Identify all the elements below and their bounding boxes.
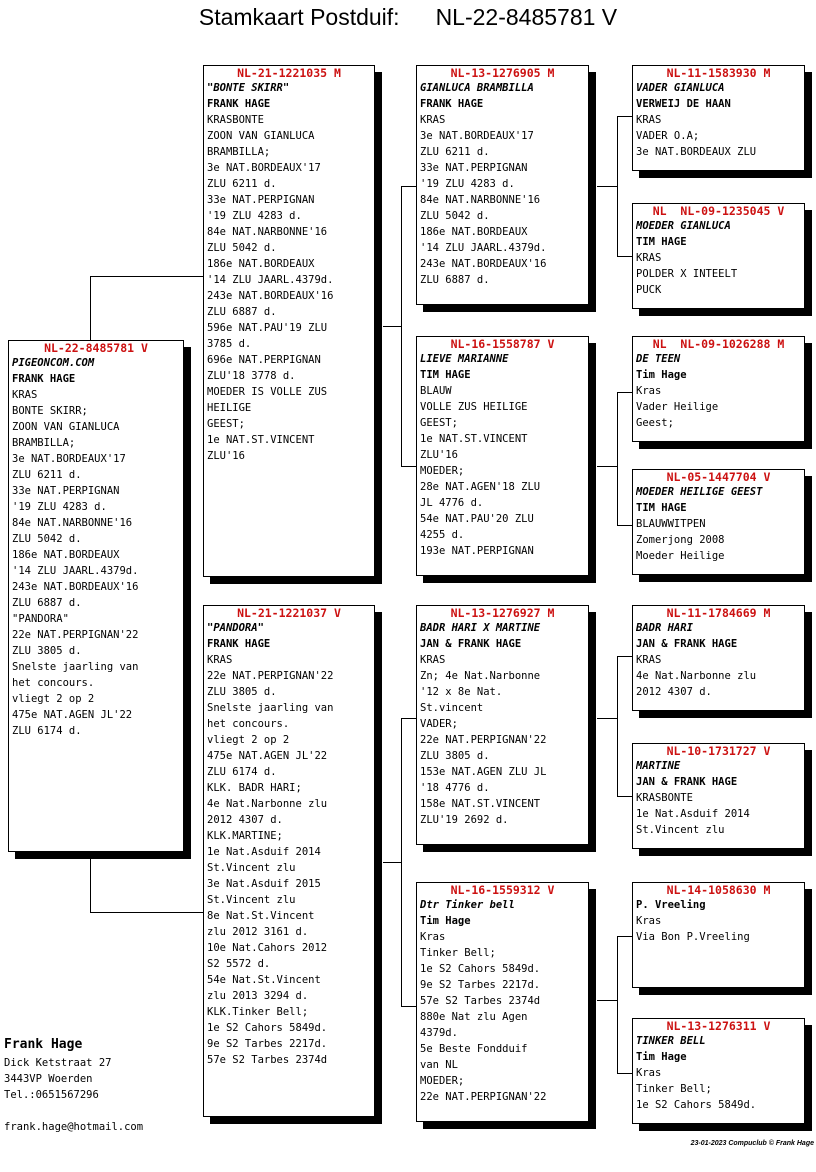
- pedigree-line: 22e NAT.PERPIGNAN'22: [420, 1091, 547, 1103]
- breeder-phone: Tel.:0651567296: [4, 1089, 99, 1101]
- pedigree-line: 696e NAT.PERPIGNAN: [207, 354, 321, 366]
- pedigree-line: ZLU 6211 d.: [12, 469, 82, 481]
- pedigree-line: 1e S2 Cahors 5849d.: [636, 1099, 757, 1111]
- pedigree-line: KRAS: [636, 252, 662, 264]
- owner-name: TIM HAGE: [636, 236, 687, 248]
- connector-line: [401, 186, 417, 187]
- pedigree-line: Snelste jaarling van: [207, 702, 334, 714]
- ring-number: NL-14-1058630 M: [666, 883, 771, 897]
- pedigree-line: 475e NAT.AGEN JL'22: [12, 709, 133, 721]
- pedigree-line: 5e Beste Fondduif: [420, 1043, 528, 1055]
- pedigree-line: Vader Heilige: [636, 401, 719, 413]
- pedigree-line: 22e NAT.PERPIGNAN'22: [207, 670, 334, 682]
- owner-name: P. Vreeling: [636, 899, 706, 911]
- pedigree-line: ZLU 6211 d.: [420, 146, 490, 158]
- ring-number: NL NL-09-1235045 V: [652, 204, 785, 218]
- connector-line: [617, 656, 633, 657]
- pedigree-line: 1e S2 Cahors 5849d.: [207, 1022, 328, 1034]
- pedigree-line: 2012 4307 d.: [207, 814, 283, 826]
- pedigree-line: vliegt 2 op 2: [207, 734, 290, 746]
- pedigree-line: Zn; 4e Nat.Narbonne: [420, 670, 541, 682]
- pedigree-line: ZLU 6887 d.: [420, 274, 490, 286]
- pedigree-line: VADER O.A;: [636, 130, 700, 142]
- pedigree-line: '14 ZLU JAARL.4379d.: [12, 565, 139, 577]
- ring-number: NL-16-1559312 V: [450, 883, 555, 897]
- connector-line: [401, 1006, 417, 1007]
- connector-line: [401, 718, 417, 719]
- ring-number: NL-05-1447704 V: [666, 470, 771, 484]
- connector-line: [401, 466, 417, 467]
- pedigree-line: het concours.: [207, 718, 290, 730]
- breeder-address: [4, 1035, 143, 1135]
- ring-number: NL-16-1558787 V: [450, 337, 555, 351]
- pedigree-line: St.Vincent zlu: [207, 862, 296, 874]
- pedigree-line: Geest;: [636, 417, 674, 429]
- pedigree-line: ZLU'16: [207, 450, 245, 462]
- owner-name: FRANK HAGE: [207, 98, 271, 110]
- pedigree-line: 4e Nat.Narbonne zlu: [207, 798, 328, 810]
- pedigree-line: 3e NAT.BORDEAUX'17: [207, 162, 321, 174]
- owner-name: JAN & FRANK HAGE: [420, 638, 522, 650]
- pedigree-line: '14 ZLU JAARL.4379d.: [420, 242, 547, 254]
- pigeon-name: GIANLUCA BRAMBILLA: [420, 82, 534, 94]
- pedigree-line: 1e NAT.ST.VINCENT: [207, 434, 315, 446]
- connector-line: [617, 116, 633, 117]
- pedigree-line: 186e NAT.BORDEAUX: [420, 226, 528, 238]
- pedigree-line: MOEDER IS VOLLE ZUS: [207, 386, 328, 398]
- pedigree-line: 33e NAT.PERPIGNAN: [207, 194, 315, 206]
- ring-number: NL-10-1731727 V: [666, 744, 771, 758]
- pigeon-name: PIGEONCOM.COM: [12, 357, 95, 369]
- pedigree-line: '19 ZLU 4283 d.: [12, 501, 107, 513]
- pedigree-line: 54e Nat.St.Vincent: [207, 974, 321, 986]
- pedigree-line: ZLU 6887 d.: [207, 306, 277, 318]
- pedigree-line: 8e Nat.St.Vincent: [207, 910, 315, 922]
- ring-number: NL-13-1276311 V: [666, 1019, 771, 1033]
- pedigree-line: ZLU 5042 d.: [12, 533, 82, 545]
- pedigree-line: ZLU 6174 d.: [207, 766, 277, 778]
- breeder-street: Dick Ketstraat 27: [4, 1057, 112, 1069]
- pedigree-line: 33e NAT.PERPIGNAN: [420, 162, 528, 174]
- pigeon-card-great-grandparent: [632, 605, 805, 711]
- pigeon-card-grandfather-maternal: [416, 605, 589, 845]
- pedigree-line: ZLU 6211 d.: [207, 178, 277, 190]
- owner-name: JAN & FRANK HAGE: [636, 638, 738, 650]
- connector-line: [597, 1000, 617, 1001]
- pigeon-name: VADER GIANLUCA: [636, 82, 725, 94]
- ring-number: NL-11-1784669 M: [666, 606, 771, 620]
- ring-number: NL-13-1276927 M: [450, 606, 555, 620]
- owner-name: TIM HAGE: [420, 369, 471, 381]
- pedigree-line: 1e Nat.Asduif 2014: [207, 846, 321, 858]
- pedigree-line: KRASBONTE: [636, 792, 693, 804]
- owner-name: TIM HAGE: [636, 502, 687, 514]
- pedigree-line: 22e NAT.PERPIGNAN'22: [420, 734, 547, 746]
- connector-line: [383, 326, 401, 327]
- pedigree-line: 243e NAT.BORDEAUX'16: [12, 581, 139, 593]
- pedigree-line: KRAS: [420, 114, 446, 126]
- pigeon-name: DE TEEN: [636, 353, 681, 365]
- pedigree-line: ZOON VAN GIANLUCA: [12, 421, 120, 433]
- pedigree-line: 4255 d.: [420, 529, 465, 541]
- pedigree-line: St.vincent: [420, 702, 484, 714]
- pedigree-line: 1e S2 Cahors 5849d.: [420, 963, 541, 975]
- pedigree-line: 186e NAT.BORDEAUX: [207, 258, 315, 270]
- pedigree-line: '19 ZLU 4283 d.: [420, 178, 515, 190]
- pigeon-card-great-grandparent: [632, 1018, 805, 1124]
- pedigree-line: KRASBONTE: [207, 114, 264, 126]
- pedigree-line: ZLU 3805 d.: [207, 686, 277, 698]
- pedigree-line: Kras: [420, 931, 446, 943]
- pedigree-line: 596e NAT.PAU'19 ZLU: [207, 322, 328, 334]
- pedigree-line: BLAUWWITPEN: [636, 518, 706, 530]
- pedigree-line: ZLU 5042 d.: [207, 242, 277, 254]
- connector-line: [617, 656, 618, 796]
- pedigree-line: 1e NAT.ST.VINCENT: [420, 433, 528, 445]
- pigeon-card-grandfather-paternal: [416, 65, 589, 305]
- pedigree-line: ZLU 5042 d.: [420, 210, 490, 222]
- pedigree-line: HEILIGE: [207, 402, 252, 414]
- pigeon-card-great-grandparent: [632, 336, 805, 442]
- connector-line: [90, 912, 204, 913]
- pedigree-line: 4379d.: [420, 1027, 458, 1039]
- pigeon-name: Dtr Tinker bell: [420, 899, 515, 911]
- pedigree-line: 84e NAT.NARBONNE'16: [207, 226, 328, 238]
- owner-name: Tim Hage: [420, 915, 471, 927]
- connector-line: [90, 276, 204, 277]
- pigeon-name: TINKER BELL: [636, 1035, 706, 1047]
- pigeon-name: MOEDER HEILIGE GEEST: [636, 486, 763, 498]
- title-ring-number: NL-22-8485781 V: [435, 4, 618, 30]
- pedigree-line: ZLU 3805 d.: [420, 750, 490, 762]
- pedigree-line: 57e S2 Tarbes 2374d: [207, 1054, 328, 1066]
- pedigree-line: '12 x 8e Nat.: [420, 686, 503, 698]
- pedigree-line: 84e NAT.NARBONNE'16: [12, 517, 133, 529]
- pedigree-line: Snelste jaarling van: [12, 661, 139, 673]
- pedigree-line: 9e S2 Tarbes 2217d.: [420, 979, 541, 991]
- pedigree-line: BRAMBILLA;: [12, 437, 76, 449]
- pigeon-card-great-grandparent: [632, 469, 805, 575]
- pedigree-line: 3e NAT.BORDEAUX'17: [12, 453, 126, 465]
- pedigree-line: St.Vincent zlu: [636, 824, 725, 836]
- pedigree-line: ZLU'18 3778 d.: [207, 370, 296, 382]
- connector-line: [617, 936, 618, 1073]
- pedigree-line: Tinker Bell;: [636, 1083, 712, 1095]
- ring-number: NL-11-1583930 M: [666, 66, 771, 80]
- pedigree-line: Via Bon P.Vreeling: [636, 931, 750, 943]
- pedigree-line: Kras: [636, 915, 662, 927]
- connector-line: [617, 116, 618, 256]
- owner-name: VERWEIJ DE HAAN: [636, 98, 731, 110]
- pedigree-line: GEEST;: [420, 417, 458, 429]
- title-label: Stamkaart Postduif:: [198, 4, 400, 30]
- pigeon-card-subject: [8, 340, 184, 852]
- pedigree-line: KRAS: [207, 654, 233, 666]
- pedigree-line: 57e S2 Tarbes 2374d: [420, 995, 541, 1007]
- pigeon-name: LIEVE MARIANNE: [420, 353, 509, 365]
- breeder-email: frank.hage@hotmail.com: [4, 1121, 144, 1133]
- pedigree-line: KRAS: [420, 654, 446, 666]
- connector-line: [617, 525, 633, 526]
- pedigree-line: 2012 4307 d.: [636, 686, 712, 698]
- pedigree-line: MOEDER;: [420, 1075, 465, 1087]
- pigeon-name: "PANDORA": [207, 622, 264, 634]
- pedigree-line: 28e NAT.AGEN'18 ZLU: [420, 481, 541, 493]
- pedigree-line: '19 ZLU 4283 d.: [207, 210, 302, 222]
- pedigree-line: 243e NAT.BORDEAUX'16: [207, 290, 334, 302]
- owner-name: FRANK HAGE: [12, 373, 76, 385]
- pedigree-line: 22e NAT.PERPIGNAN'22: [12, 629, 139, 641]
- pedigree-line: ZLU 6887 d.: [12, 597, 82, 609]
- pigeon-name: BADR HARI: [636, 622, 693, 634]
- pedigree-line: 3e NAT.BORDEAUX ZLU: [636, 146, 757, 158]
- pedigree-line: ZLU'16: [420, 449, 458, 461]
- pedigree-line: Tinker Bell;: [420, 947, 496, 959]
- pigeon-name: "BONTE SKIRR": [207, 82, 290, 94]
- pigeon-name: MARTINE: [636, 760, 681, 772]
- ring-number: NL-13-1276905 M: [450, 66, 555, 80]
- pedigree-line: 3785 d.: [207, 338, 252, 350]
- breeder-city: 3443VP Woerden: [4, 1073, 93, 1085]
- pedigree-line: van NL: [420, 1059, 458, 1071]
- connector-line: [617, 1073, 633, 1074]
- pedigree-line: JL 4776 d.: [420, 497, 484, 509]
- pedigree-line: KRAS: [636, 654, 662, 666]
- pigeon-card-great-grandparent: [632, 743, 805, 849]
- pedigree-line: Zomerjong 2008: [636, 534, 725, 546]
- pedigree-line: 33e NAT.PERPIGNAN: [12, 485, 120, 497]
- pedigree-line: 1e Nat.Asduif 2014: [636, 808, 750, 820]
- pedigree-line: BRAMBILLA;: [207, 146, 271, 158]
- pedigree-line: 475e NAT.AGEN JL'22: [207, 750, 328, 762]
- pedigree-line: ZLU'19 2692 d.: [420, 814, 509, 826]
- pigeon-card-great-grandparent: [632, 65, 805, 171]
- pedigree-line: 243e NAT.BORDEAUX'16: [420, 258, 547, 270]
- pedigree-line: MOEDER;: [420, 465, 465, 477]
- pedigree-line: ZOON VAN GIANLUCA: [207, 130, 315, 142]
- connector-line: [617, 796, 633, 797]
- pedigree-line: 153e NAT.AGEN ZLU JL: [420, 766, 547, 778]
- pedigree-line: S2 5572 d.: [207, 958, 271, 970]
- owner-name: JAN & FRANK HAGE: [636, 776, 738, 788]
- pedigree-line: KLK. BADR HARI;: [207, 782, 302, 794]
- pedigree-line: KRAS: [12, 389, 38, 401]
- pigeon-card-great-grandparent: [632, 203, 805, 309]
- pedigree-line: '18 4776 d.: [420, 782, 490, 794]
- pedigree-line: VADER;: [420, 718, 458, 730]
- connector-line: [617, 936, 633, 937]
- pedigree-line: het concours.: [12, 677, 95, 689]
- pedigree-line: 9e S2 Tarbes 2217d.: [207, 1038, 328, 1050]
- connector-line: [90, 276, 91, 340]
- page-title: [0, 4, 816, 31]
- pedigree-line: 3e Nat.Asduif 2015: [207, 878, 321, 890]
- pedigree-line: 193e NAT.PERPIGNAN: [420, 545, 534, 557]
- pigeon-name: MOEDER GIANLUCA: [636, 220, 731, 232]
- pedigree-line: KLK.MARTINE;: [207, 830, 283, 842]
- print-stamp: 23-01-2023 Compuclub © Frank Hage: [690, 1140, 814, 1147]
- pedigree-line: POLDER X INTEELT: [636, 268, 738, 280]
- pedigree-line: BLAUW: [420, 385, 452, 397]
- pedigree-line: GEEST;: [207, 418, 245, 430]
- pedigree-line: Kras: [636, 385, 662, 397]
- pedigree-line: 10e Nat.Cahors 2012: [207, 942, 328, 954]
- owner-name: Tim Hage: [636, 369, 687, 381]
- pigeon-card-great-grandparent: [632, 882, 805, 988]
- connector-line: [617, 392, 633, 393]
- pedigree-line: 4e Nat.Narbonne zlu: [636, 670, 757, 682]
- connector-line: [597, 718, 617, 719]
- pedigree-line: PUCK: [636, 284, 662, 296]
- pedigree-line: St.Vincent zlu: [207, 894, 296, 906]
- pedigree-line: 84e NAT.NARBONNE'16: [420, 194, 541, 206]
- pedigree-line: vliegt 2 op 2: [12, 693, 95, 705]
- connector-line: [401, 186, 402, 466]
- pigeon-card-mother: [203, 605, 375, 1117]
- pedigree-line: 880e Nat zlu Agen: [420, 1011, 528, 1023]
- pigeon-card-grandmother-paternal: [416, 336, 589, 576]
- pedigree-line: Kras: [636, 1067, 662, 1079]
- pedigree-line: 3e NAT.BORDEAUX'17: [420, 130, 534, 142]
- pedigree-line: ZLU 6174 d.: [12, 725, 82, 737]
- pigeon-name: BADR HARI X MARTINE: [420, 622, 541, 634]
- connector-line: [617, 256, 633, 257]
- pedigree-line: BONTE SKIRR;: [12, 405, 88, 417]
- connector-line: [597, 186, 617, 187]
- owner-name: FRANK HAGE: [420, 98, 484, 110]
- pedigree-line: VOLLE ZUS HEILIGE: [420, 401, 528, 413]
- ring-number: NL-22-8485781 V: [44, 341, 148, 355]
- pedigree-line: KRAS: [636, 114, 662, 126]
- connector-line: [383, 862, 401, 863]
- pigeon-card-father: [203, 65, 375, 577]
- ring-number: NL NL-09-1026288 M: [652, 337, 785, 351]
- pedigree-line: 186e NAT.BORDEAUX: [12, 549, 120, 561]
- ring-number: NL-21-1221037 V: [237, 606, 341, 620]
- connector-line: [90, 851, 91, 913]
- owner-name: FRANK HAGE: [207, 638, 271, 650]
- connector-line: [401, 718, 402, 1006]
- pigeon-card-grandmother-maternal: [416, 882, 589, 1122]
- pedigree-line: zlu 2013 3294 d.: [207, 990, 309, 1002]
- breeder-name: Frank Hage: [4, 1037, 83, 1052]
- pedigree-line: zlu 2012 3161 d.: [207, 926, 309, 938]
- owner-name: Tim Hage: [636, 1051, 687, 1063]
- pedigree-line: 158e NAT.ST.VINCENT: [420, 798, 541, 810]
- connector-line: [597, 466, 617, 467]
- pedigree-line: 54e NAT.PAU'20 ZLU: [420, 513, 534, 525]
- pedigree-line: "PANDORA": [12, 613, 69, 625]
- connector-line: [617, 392, 618, 525]
- pedigree-line: KLK.Tinker Bell;: [207, 1006, 309, 1018]
- ring-number: NL-21-1221035 M: [237, 66, 341, 80]
- pedigree-line: ZLU 3805 d.: [12, 645, 82, 657]
- pedigree-line: Moeder Heilige: [636, 550, 725, 562]
- pedigree-line: '14 ZLU JAARL.4379d.: [207, 274, 334, 286]
